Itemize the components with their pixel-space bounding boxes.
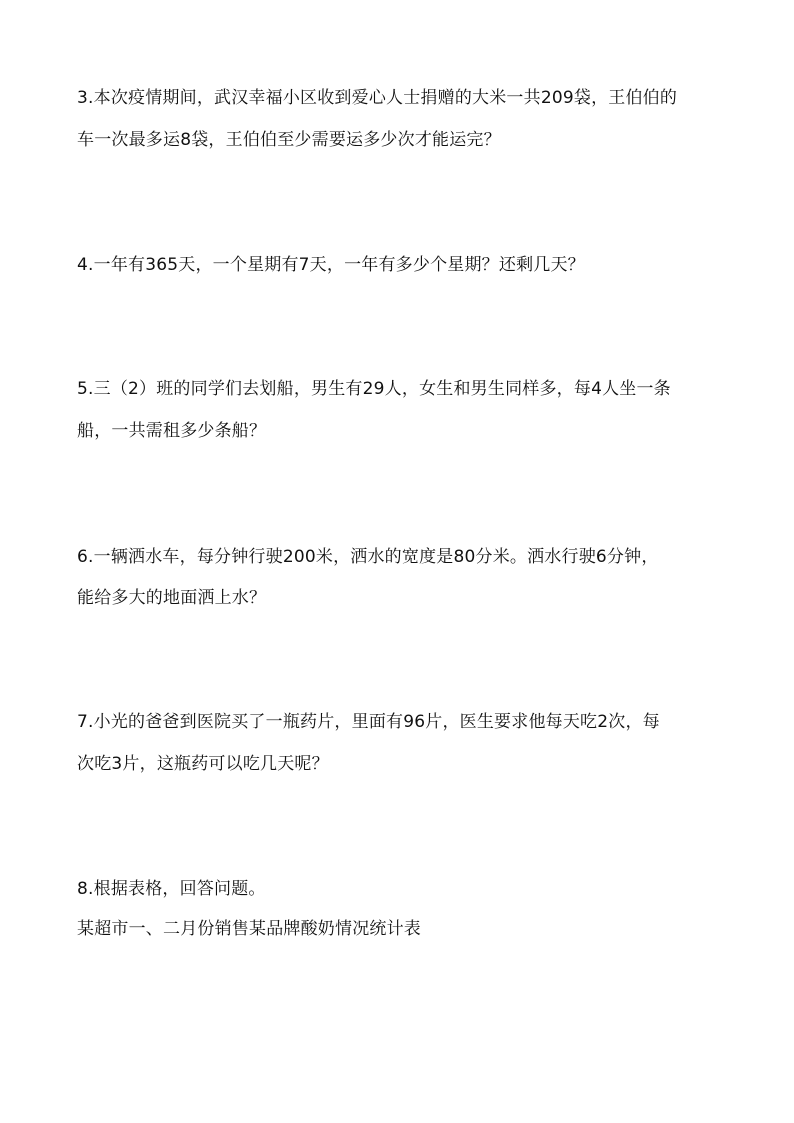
question-7-line-1: 7.小光的爸爸到医院买了一瓶药片，里面有96片，医生要求他每天吃2次，每 [77, 712, 660, 732]
table-title: 某超市一、二月份销售某品牌酸奶情况统计表 [77, 919, 421, 939]
question-7-line-2: 次吃3片，这瓶药可以吃几天呢？ [77, 754, 329, 774]
question-6-line-1: 6.一辆洒水车，每分钟行驶200米，洒水的宽度是80分米。洒水行驶6分钟， [77, 547, 659, 567]
question-5-line-2: 船，一共需租多少条船？ [77, 421, 267, 441]
question-4-line-1: 4.一年有365天，一个星期有7天，一年有多少个星期？还剩几天？ [77, 255, 585, 275]
question-5-line-1: 5.三（2）班的同学们去划船，男生有29人，女生和男生同样多，每4人坐一条 [77, 379, 671, 399]
question-3-line-1: 3.本次疫情期间，武汉幸福小区收到爱心人士捐赠的大米一共209袋，王伯伯的 [77, 88, 678, 108]
question-3-line-2: 车一次最多运8袋，王伯伯至少需要运多少次才能运完？ [77, 130, 501, 150]
question-8-line-1: 8.根据表格，回答问题。 [77, 879, 266, 899]
question-6-line-2: 能给多大的地面洒上水？ [77, 588, 267, 608]
